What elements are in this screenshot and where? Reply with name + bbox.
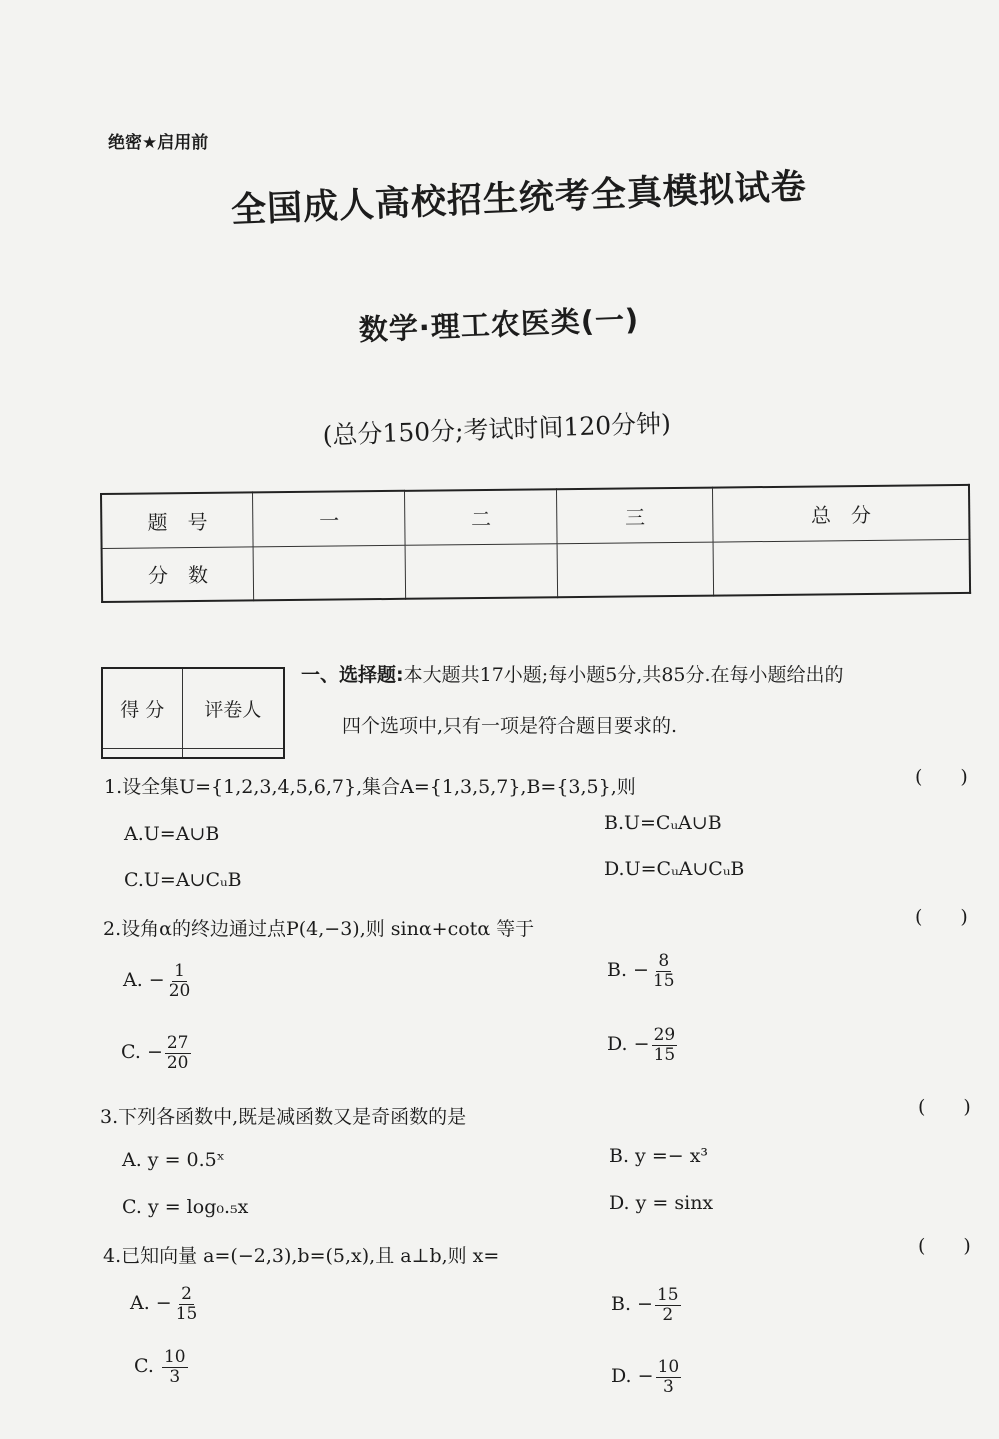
question-1-stem: 1.设全集U={1,2,3,4,5,6,7},集合A={1,3,5,7},B={3,5},则 — [104, 776, 636, 798]
fraction — [174, 1285, 200, 1323]
fraction-numerator: 29 — [653, 1025, 676, 1045]
fraction-numerator: 8 — [658, 951, 670, 971]
fraction-numerator: 10 — [657, 1357, 680, 1377]
option-prefix: D. − — [611, 1365, 654, 1388]
option-prefix: C. − — [121, 1041, 163, 1064]
option-prefix: B. − — [611, 1293, 653, 1316]
section-instructions-line2: 四个选项中,只有一项是符合题目要求的. — [342, 715, 678, 737]
question-3-option-a[interactable]: A. y = 0.5ˣ — [122, 1149, 225, 1171]
fraction-denominator: 3 — [169, 1366, 181, 1387]
question-1-option-d[interactable]: D.U=CᵤA∪CᵤB — [604, 858, 745, 880]
section-heading: 一、选择题: — [301, 664, 404, 686]
score-table-header: 总 分 — [713, 485, 970, 542]
fraction — [655, 1286, 681, 1324]
grader-table — [101, 667, 285, 759]
answer-paren[interactable]: ( ) — [915, 766, 968, 788]
fraction-numerator: 27 — [166, 1033, 189, 1053]
score-table — [100, 484, 971, 603]
question-2-option-d[interactable] — [607, 1026, 677, 1064]
question-4-option-d[interactable] — [611, 1358, 681, 1396]
grader-score-header: 得 分 — [102, 668, 182, 749]
exam-title: 全国成人高校招生统考全真模拟试卷 — [230, 166, 808, 231]
grader-name-header: 评卷人 — [182, 668, 284, 749]
fraction-numerator: 1 — [174, 961, 185, 981]
score-cell[interactable] — [557, 542, 714, 598]
fraction — [165, 1034, 191, 1072]
question-2-stem: 2.设角α的终边通过点P(4,−3),则 sinα+cotα 等于 — [103, 918, 535, 940]
grader-score-cell[interactable] — [102, 749, 182, 758]
question-2-option-a[interactable] — [123, 962, 192, 1000]
score-table-header: 一 — [253, 491, 405, 547]
option-prefix: A. − — [123, 969, 165, 992]
fraction-denominator: 15 — [653, 1044, 676, 1065]
score-row-label: 分 数 — [102, 546, 254, 602]
fraction — [162, 1348, 188, 1386]
fraction-denominator: 2 — [662, 1304, 674, 1325]
score-cell[interactable] — [405, 543, 557, 599]
answer-paren[interactable]: ( ) — [918, 1235, 971, 1257]
answer-paren[interactable]: ( ) — [918, 1096, 971, 1118]
section-instructions-line1: 本大题共17小题;每小题5分,共85分.在每小题给出的 — [403, 664, 844, 686]
question-1-option-b[interactable]: B.U=CᵤA∪B — [604, 812, 722, 834]
question-4-option-a[interactable] — [130, 1285, 199, 1323]
fraction — [167, 962, 193, 1000]
fraction — [651, 952, 677, 990]
question-2-option-b[interactable] — [607, 952, 677, 990]
question-1-option-c[interactable]: C.U=A∪CᵤB — [124, 869, 242, 891]
question-3-option-c[interactable]: C. y = log₀.₅x — [122, 1196, 249, 1218]
option-prefix: C. — [134, 1355, 160, 1378]
score-table-header: 题 号 — [101, 492, 253, 548]
question-4-option-b[interactable] — [611, 1286, 681, 1324]
question-3-option-d[interactable]: D. y = sinx — [609, 1192, 714, 1214]
fraction-numerator: 15 — [656, 1285, 679, 1305]
question-4-stem: 4.已知向量 a=(−2,3),b=(5,x),且 a⊥b,则 x= — [103, 1245, 500, 1267]
section-instructions — [301, 660, 844, 687]
exam-subtitle: 数学·理工农医类(一) — [358, 302, 640, 347]
fraction-denominator: 20 — [168, 980, 191, 1001]
fraction-numerator: 2 — [181, 1284, 192, 1304]
option-prefix: A. − — [130, 1292, 172, 1315]
fraction-denominator: 3 — [662, 1376, 674, 1397]
score-table-header: 二 — [405, 489, 557, 545]
answer-paren[interactable]: ( ) — [915, 906, 968, 928]
score-table-header: 三 — [557, 488, 714, 544]
fraction-denominator: 20 — [166, 1052, 189, 1073]
option-prefix: D. − — [607, 1033, 650, 1056]
question-3-option-b[interactable]: B. y =− x³ — [609, 1145, 709, 1167]
fraction — [652, 1026, 678, 1064]
question-4-option-c[interactable] — [134, 1348, 188, 1386]
fraction-denominator: 15 — [652, 970, 675, 991]
score-cell[interactable] — [253, 545, 405, 601]
question-2-option-c[interactable] — [121, 1034, 191, 1072]
question-1-option-a[interactable]: A.U=A∪B — [124, 823, 220, 845]
confidential-label: 绝密★启用前 — [108, 133, 209, 153]
grader-name-cell[interactable] — [182, 749, 284, 758]
question-3-stem: 3.下列各函数中,既是减函数又是奇函数的是 — [100, 1106, 467, 1128]
fraction-denominator: 15 — [175, 1303, 198, 1324]
fraction — [656, 1358, 682, 1396]
exam-meta: (总分150分;考试时间120分钟) — [322, 408, 672, 450]
fraction-numerator: 10 — [163, 1347, 186, 1367]
option-prefix: B. − — [607, 959, 649, 982]
score-cell[interactable] — [713, 539, 970, 596]
